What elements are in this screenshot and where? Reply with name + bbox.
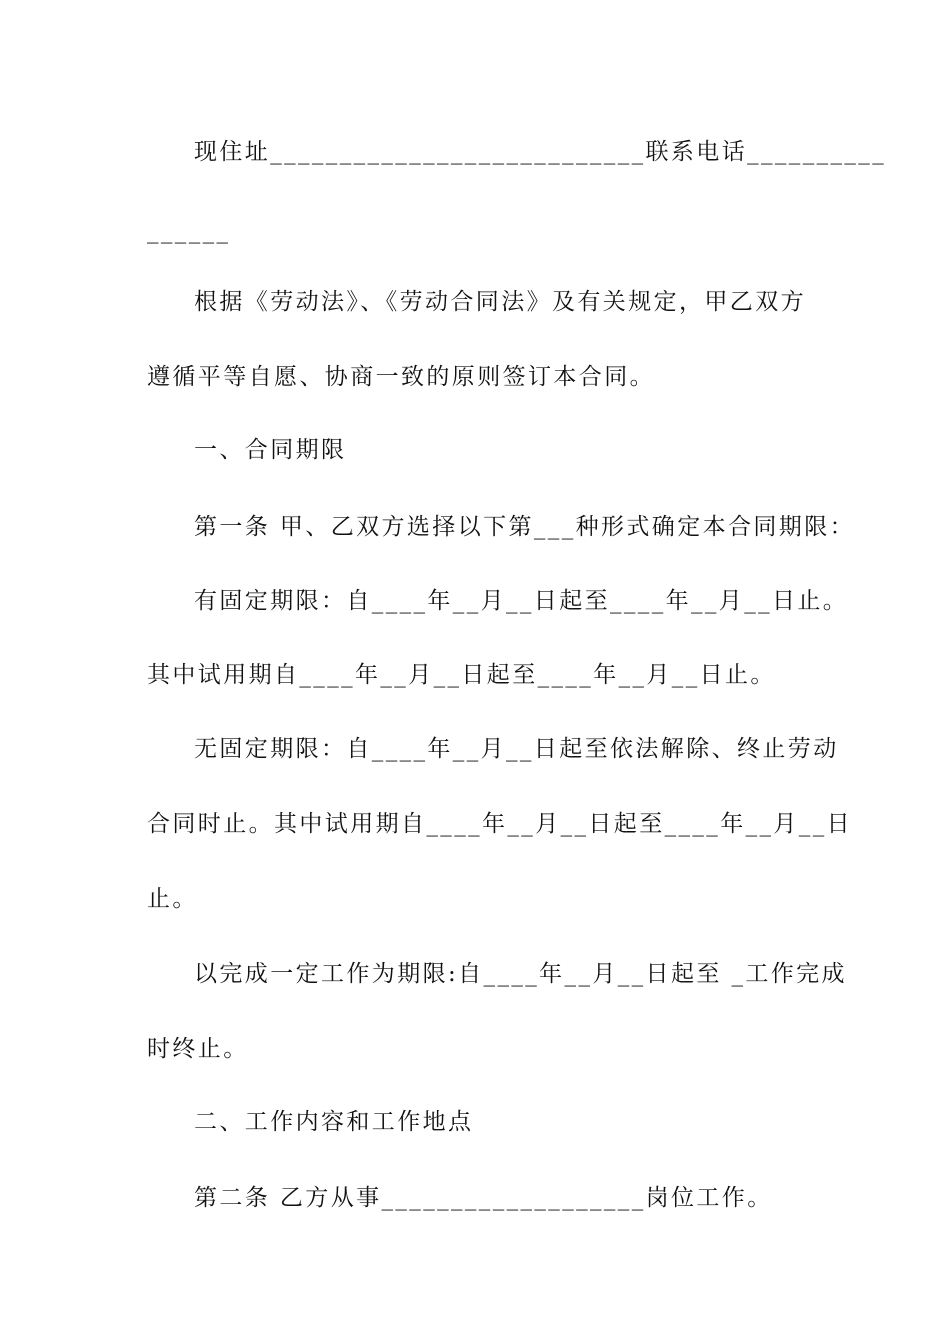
fixed-term-line: 有固定期限：自____年__月__日起至____年__月__日止。 [194,588,849,614]
preamble-line-2: 遵循平等自愿、协商一致的原则签订本合同。 [147,364,655,390]
open-term-line: 无固定期限：自____年__月__日起至依法解除、终止劳动 [194,736,839,762]
open-term-probation-end-line: 止。 [147,886,198,912]
preamble-line-1: 根据《劳动法》、《劳动合同法》及有关规定，甲乙双方 [194,289,806,315]
article-1-line: 第一条 甲、乙双方选择以下第___种形式确定本合同期限： [194,514,856,540]
phone-continuation-line: ______ [147,218,231,244]
task-term-line: 以完成一定工作为期限:自____年__月__日起至 _工作完成 [194,961,847,987]
open-term-probation-line: 合同时止。其中试用期自____年__月__日起至____年__月__日 [147,811,852,837]
address-phone-line: 现住址___________________________联系电话__________ [194,139,887,165]
task-term-end-line: 时终止。 [147,1036,249,1062]
section-heading-contract-term: 一、合同期限 [194,437,347,463]
fixed-term-probation-line: 其中试用期自____年__月__日起至____年__月__日止。 [147,662,776,688]
article-2-line: 第二条 乙方从事___________________岗位工作。 [194,1185,773,1211]
section-heading-work-content: 二、工作内容和工作地点 [194,1109,474,1135]
